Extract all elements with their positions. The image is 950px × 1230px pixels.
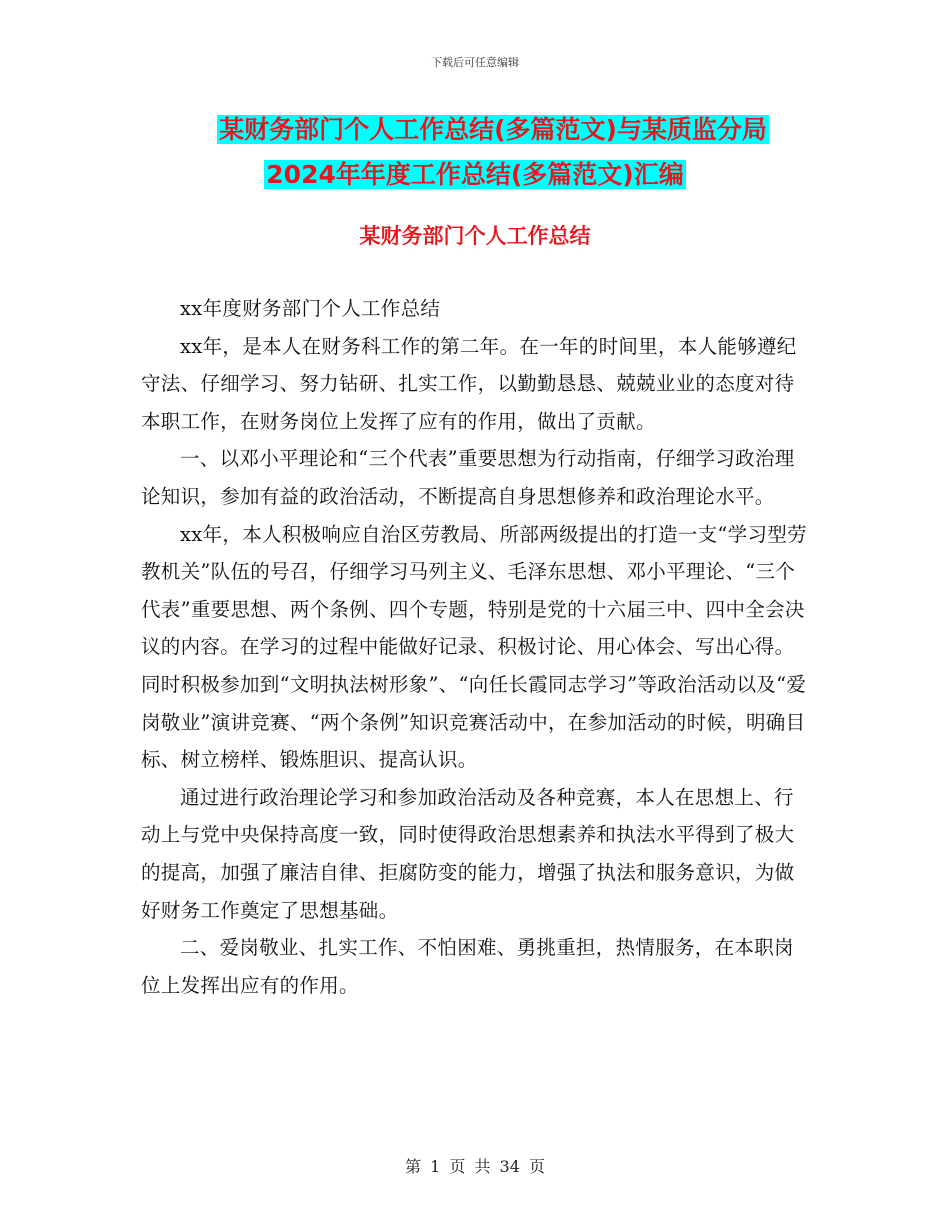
paragraph: xx年，本人积极响应自治区劳教局、所部两级提出的打造一支“学习型劳教机关”队伍的号召，仔细学习马列主义、毛泽东思想、邓小平理论、“三个代表”重要思想、两个条例、四个专题，特别是党的十六届三中、四中全会决议的内容。在学习的过程中能做好记录、积极讨论、用心体会、写出心得。同时积极参加到“文明执法树形象”、“向任长霞同志学习”等政治活动以及“爱岗敬业”演讲竞赛、“两个条例”知识竞赛活动中，在参加活动的时候，明确目标、树立榜样、锻炼胆识、提高认识。	[141, 522, 807, 772]
page-number-footer: 第 1 页 共 34 页	[405, 1157, 545, 1176]
section-title: 某财务部门个人工作总结	[359, 224, 591, 248]
document-title-line-2	[0, 157, 950, 193]
document-title-line-1	[0, 112, 950, 148]
paragraph: 二、爱岗敬业、扎实工作、不怕困难、勇挑重担，热情服务，在本职岗位上发挥出应有的作用。	[141, 936, 794, 997]
paragraph: 一、以邓小平理论和“三个代表”重要思想为行动指南，仔细学习政治理论知识，参加有益的政治活动，不断提高自身思想修养和政治理论水平。	[141, 447, 795, 508]
paragraph: xx年，是本人在财务科工作的第二年。在一年的时间里，本人能够遵纪守法、仔细学习、努力钻研、扎实工作，以勤勤恳恳、兢兢业业的态度对待本职工作，在财务岗位上发挥了应有的作用，做出了贡献。	[141, 334, 797, 433]
download-note: 下载后可任意编辑	[431, 56, 519, 69]
title-highlight-1: 某财务部门个人工作总结(多篇范文)与某质监分局	[219, 115, 767, 144]
paragraph: 通过进行政治理论学习和参加政治活动及各种竞赛，本人在思想上、行动上与党中央保持高度一致，同时使得政治思想素养和执法水平得到了极大的提高，加强了廉洁自律、拒腐防变的能力，增强了执法和服务意识，为做好财务工作奠定了思想基础。	[141, 785, 795, 922]
paragraph: xx年度财务部门个人工作总结	[180, 297, 441, 320]
document-body	[141, 290, 809, 1004]
title-highlight-2: 2024年年度工作总结(多篇范文)汇编	[266, 160, 684, 189]
